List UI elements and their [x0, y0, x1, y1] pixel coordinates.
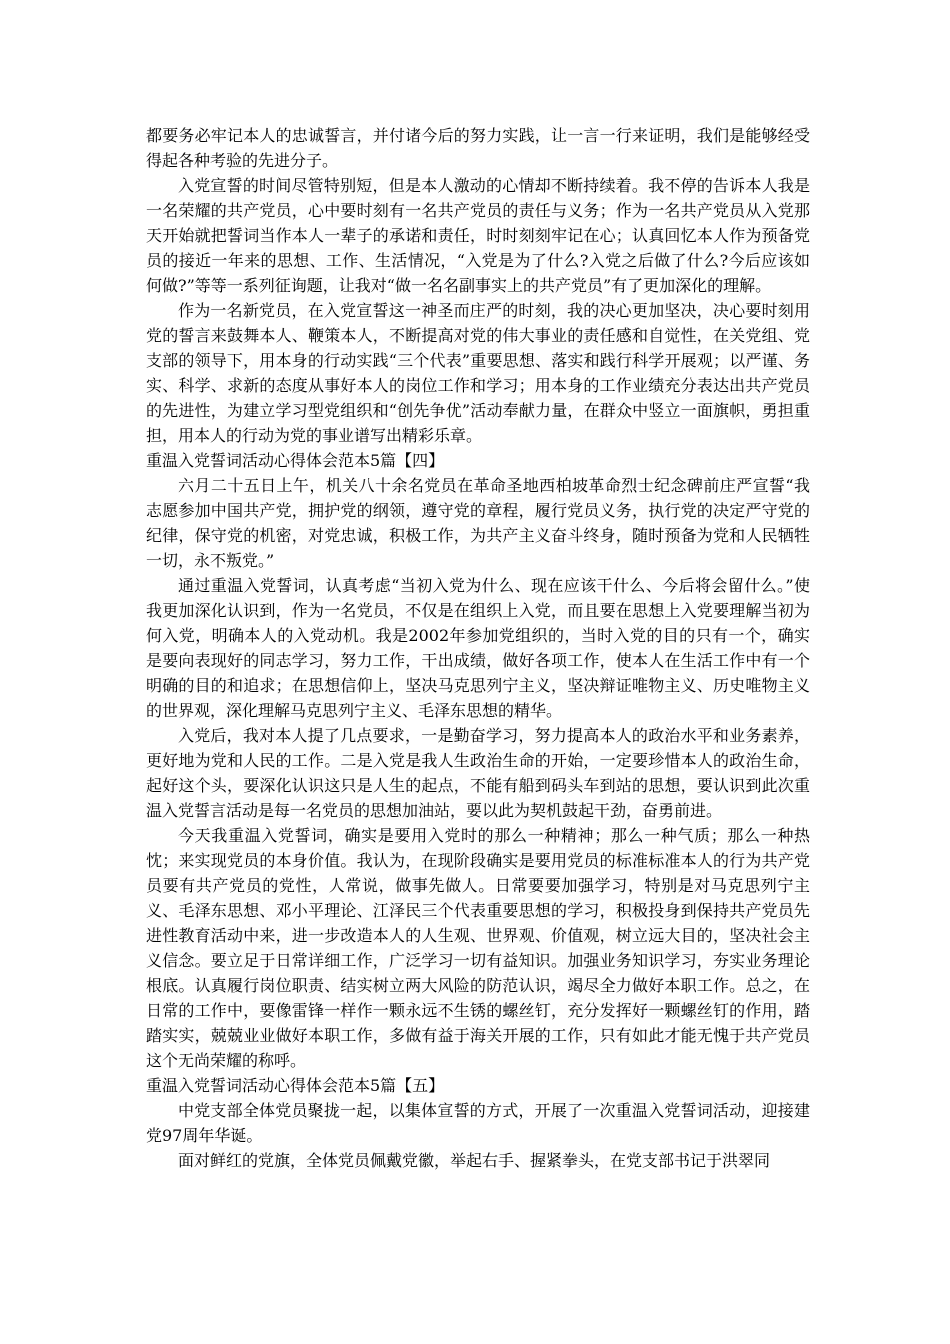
paragraph: 通过重温入党誓词，认真考虑“当初入党为什么、现在应该干什么、今后将会留什么。”使我更加深化认识到，作为一名党员，不仅是在组织上入党，而且要在思想上入党要理解当初为何入党，明确本人的入党动机。我是2002年参加党组织的，当时入党的目的只有一个，确实是要向表现好的同志学习，努力工作，干出成绩，做好各项工作，使本人在生活工作中有一个明确的目的和追求；在思想信仰上，坚决马克思列宁主义，坚决辩证唯物主义、历史唯物主义的世界观，深化理解马克思列宁主义、毛泽东思想的精华。: [146, 576, 810, 720]
paragraph: 作为一名新党员，在入党宣誓这一神圣而庄严的时刻，我的决心更加坚决，决心要时刻用党的誓言来鼓舞本人、鞭策本人，不断提高对党的伟大事业的责任感和自觉性，在关党组、党支部的领导下，用本身的行动实践“三个代表”重要思想、落实和践行科学开展观；以严谨、务实、科学、求新的态度从事好本人的岗位工作和学习；用本身的工作业绩充分表达出共产党员的先进性，为建立学习型党组织和“创先争优”活动奉献力量，在群众中竖立一面旗帜，勇担重担，用本人的行动为党的事业谱写出精彩乐章。: [146, 301, 810, 445]
document-page: [146, 123, 810, 1173]
paragraph: 今天我重温入党誓词，确实是要用入党时的那么一种精神；那么一种气质；那么一种热忱；来实现党员的本身价值。我认为，在现阶段确实是要用党员的标准标准本人的行为共产党员要有共产党员的党性，人常说，做事先做人。日常要要加强学习，特别是对马克思列宁主义、毛泽东思想、邓小平理论、江泽民三个代表重要思想的学习，积极投身到保持共产党员先进性教育活动中来，进一步改造本人的人生观、世界观、价值观，树立远大目的，坚决社会主义信念。要立足于日常详细工作，广泛学习一切有益知识。加强业务知识学习，夯实业务理论根底。认真履行岗位职责、结实树立两大风险的防范认识，竭尽全力做好本职工作。总之，在日常的工作中，要像雷锋一样作一颗永远不生锈的螺丝钉，充分发挥好一颗螺丝钉的作用，踏踏实实，兢兢业业做好本职工作，多做有益于海关开展的工作，只有如此才能无愧于共产党员这个无尚荣耀的称呼。: [146, 826, 810, 1070]
paragraph: 面对鲜红的党旗，全体党员佩戴党徽，举起右手、握紧拳头，在党支部书记于洪翠同: [178, 1151, 771, 1170]
paragraph: 都要务必牢记本人的忠诚誓言，并付诸今后的努力实践，让一言一行来证明，我们是能够经受得起各种考验的先进分子。: [146, 126, 810, 170]
paragraph: 六月二十五日上午，机关八十余名党员在革命圣地西柏坡革命烈士纪念碑前庄严宣誓“我志愿参加中国共产党，拥护党的纲领，遵守党的章程，履行党员义务，执行党的决定严守党的纪律，保守党的机密，对党忠诚，积极工作，为共产主义奋斗终身，随时预备为党和人民牺牲一切，永不叛党。”: [146, 476, 810, 570]
section-heading: 重温入党誓词活动心得体会范本5篇【五】: [146, 1076, 445, 1095]
paragraph: 入党宣誓的时间尽管特别短，但是本人激动的心情却不断持续着。我不停的告诉本人我是一名荣耀的共产党员，心中要时刻有一名共产党员的责任与义务；作为一名共产党员从入党那天开始就把誓词当作本人一辈子的承诺和责任，时时刻刻牢记在心；认真回忆本人作为预备党员的接近一年来的思想、工作、生活情况，“入党是为了什么?入党之后做了什么?今后应该如何做?”等等一系列征询题，让我对“做一名名副事实上的共产党员”有了更加深化的理解。: [146, 176, 810, 295]
paragraph: 入党后，我对本人提了几点要求，一是勤奋学习，努力提高本人的政治水平和业务素养，更好地为党和人民的工作。二是入党是我人生政治生命的开始，一定要珍惜本人的政治生命，起好这个头，要深化认识这只是人生的起点，不能有船到码头车到站的思想，要认识到此次重温入党誓言活动是每一名党员的思想加油站，要以此为契机鼓起干劲，奋勇前进。: [146, 726, 810, 820]
paragraph: 中党支部全体党员聚拢一起，以集体宣誓的方式，开展了一次重温入党誓词活动，迎接建党97周年华诞。: [146, 1101, 810, 1145]
section-heading: 重温入党誓词活动心得体会范本5篇【四】: [146, 451, 445, 470]
